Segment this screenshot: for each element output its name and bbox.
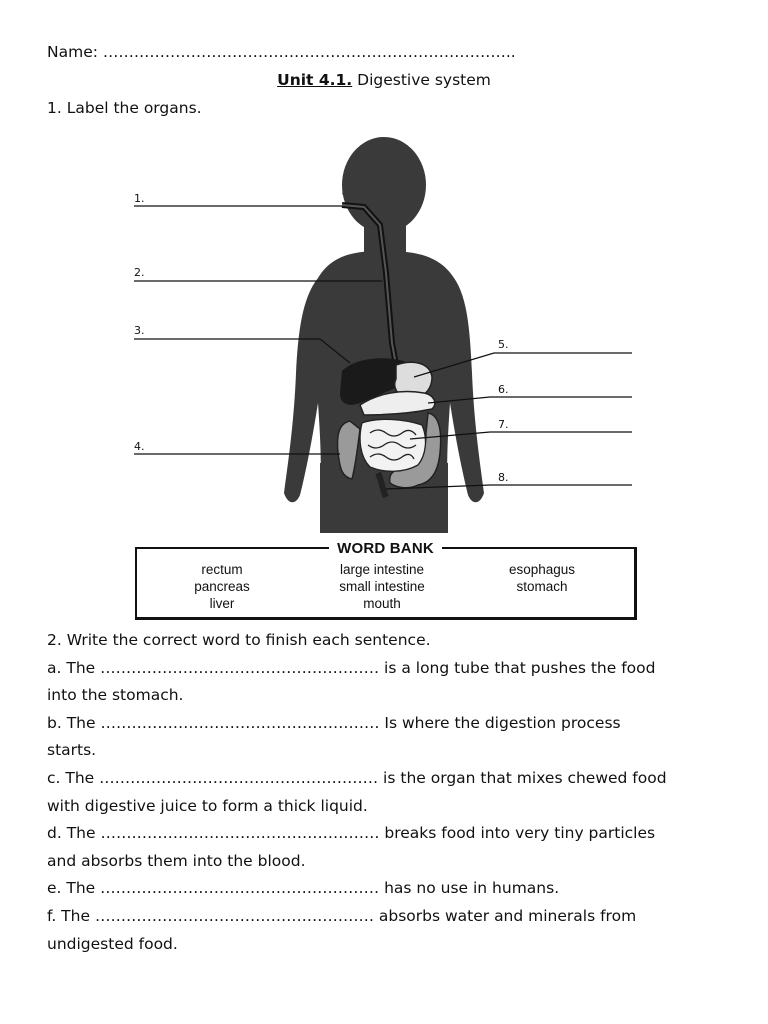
label-number-3: 3. [134, 324, 145, 337]
word-bank-box [135, 540, 637, 620]
label-number-8: 8. [498, 471, 509, 484]
label-number-6: 6. [498, 383, 509, 396]
sentence-line: into the stomach. [47, 686, 184, 705]
unit-number: Unit 4.1. [277, 71, 353, 89]
word-bank-title: WORD BANK [329, 540, 442, 557]
word-bank-column-3 [487, 561, 597, 595]
unit-title: Digestive system [352, 71, 491, 89]
sentence-line: starts. [47, 741, 97, 760]
sentence-line[interactable]: d. The ……………………………………………… breaks food into very tiny particles [47, 824, 656, 843]
label-number-7: 7. [498, 418, 509, 431]
word-bank-column-1 [167, 561, 277, 612]
word-bank-word: pancreas [194, 579, 250, 594]
sentence-line[interactable]: b. The ……………………………………………… Is where the digestion process [47, 713, 621, 732]
label-number-5: 5. [498, 338, 509, 351]
label-number-1: 1. [134, 192, 145, 205]
question-2-heading: 2. Write the correct word to finish each sentence. [47, 631, 431, 649]
label-number-4: 4. [134, 440, 145, 453]
word-bank-word: large intestine [339, 562, 425, 577]
word-bank-column-2 [317, 561, 447, 612]
word-bank-word: small intestine [339, 579, 425, 594]
word-bank-word: stomach [516, 579, 568, 594]
small-intestine-shape [360, 419, 425, 471]
name-field[interactable] [47, 43, 516, 61]
word-bank-word: rectum [201, 562, 243, 577]
sentence-line: undigested food. [47, 934, 178, 953]
label-number-2: 2. [134, 266, 145, 279]
sentence-line[interactable]: c. The ……………………………………………… is the organ that mixes chewed food [47, 768, 667, 787]
question-1-heading: 1. Label the organs. [47, 99, 202, 117]
sentence-line[interactable]: f. The ……………………………………………… absorbs water and minerals from [47, 906, 637, 925]
sentence-line[interactable]: a. The ……………………………………………… is a long tube that pushes the food [47, 658, 656, 677]
word-bank-word: liver [209, 596, 235, 611]
question-2-section [47, 627, 737, 958]
word-bank-word: esophagus [508, 562, 576, 577]
page-title [0, 71, 768, 89]
name-label: Name: …………………………………………………………………….. [47, 43, 516, 61]
sentence-line: and absorbs them into the blood. [47, 851, 306, 870]
body-silhouette [284, 137, 484, 533]
digestive-system-diagram [128, 133, 638, 533]
sentence-line: with digestive juice to form a thick liquid. [47, 796, 368, 815]
sentence-line[interactable]: e. The ……………………………………………… has no use in humans. [47, 879, 560, 898]
word-bank-word: mouth [363, 596, 401, 611]
